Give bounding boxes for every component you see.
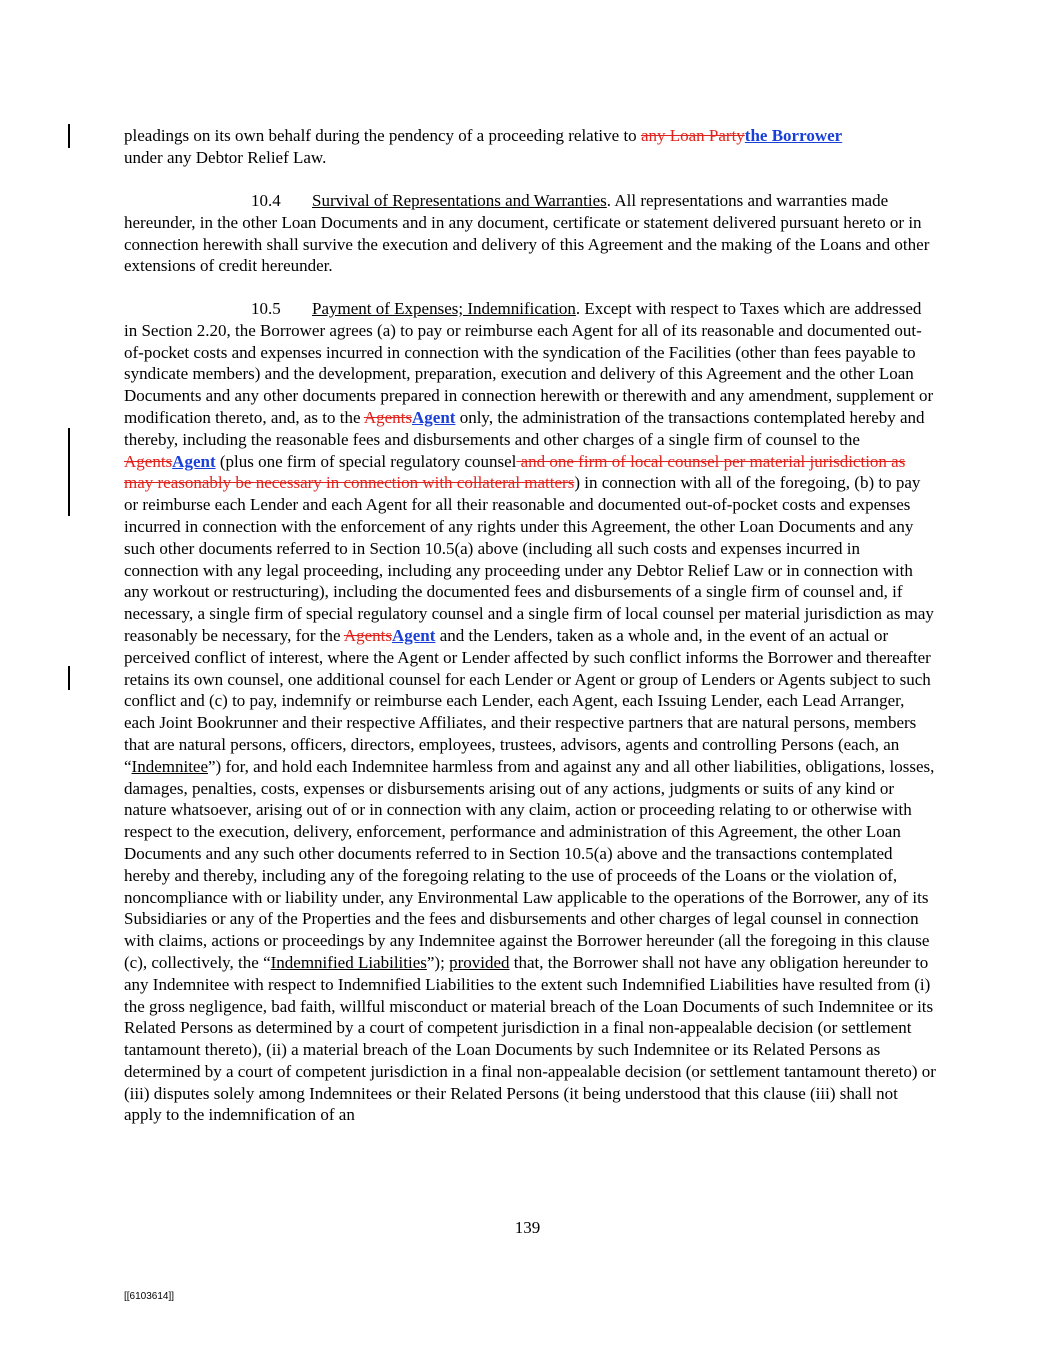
page-number: 139 [514,1218,541,1237]
section-heading: Survival of Representations and Warranties [312,191,607,210]
defined-term-indemnified-liabilities: Indemnified Liabilities [270,952,427,972]
body-text: under any Debtor Relief Law. [124,147,327,167]
inserted-text: the Borrower [744,126,843,145]
defined-term-indemnitee: Indemnitee [131,756,209,776]
section-heading: Payment of Expenses; Indemnification [312,299,576,318]
paragraph-continuation [124,125,936,169]
inserted-text: Agent [412,407,456,427]
section-number: 10.5 [251,299,281,318]
inserted-text: Agent [172,451,216,471]
change-bar [68,428,70,516]
deleted-text: Agents [124,451,173,471]
section-text: (plus one firm of special regulatory counsel [215,451,517,471]
section-number: 10.4 [251,191,281,210]
section-text: only, the administration of the transactions contemplated hereby and thereby, including the reasonable fees and disbursements and other charges of a single firm of counsel to the [124,407,925,449]
body-text: pleadings on its own behalf during the pendency of a proceeding relative to [124,126,641,145]
inserted-text: Agent [391,625,436,645]
section-10-4 [124,190,936,277]
deleted-text: any Loan Party [640,126,745,145]
deleted-text: Agents [343,625,392,645]
section-text: ”) for, and hold each Indemnitee harmless from and against any and all other liabilities, obligations, losses, damages, penalties, costs, expenses or disbursements arising out of any actions, judgments or suits of any kind or nature whatsoever, arising out of or in connection with any claim, action or proceeding relating to or otherwise with respect to the execution, delivery, enforcement, performance and administration of this Agreement, the other Loan Documents and any such other documents referred to in Section 10.5(a) above and the transactions contemplated hereby and thereby, including any of the foregoing relating to the use of proceeds of the Loans or the violation of, noncompliance with or liability under, any Environmental Law applicable to the operations of the Borrower, any of its Subsidiaries or any of the Properties and the fees and disbursements and other charges of legal counsel in connection with claims, actions or proceedings by any Indemnitee against the Borrower hereunder (all the foregoing in this clause (c), collectively, the “ [124,756,935,972]
section-text: and the Lenders, taken as a whole and, in the event of an actual or perceived conflict of interest, where the Agent or Lender affected by such conflict informs the Borrower and thereafter retains its own counsel, one additional counsel for each Lender or Agent or group of Lenders or Agents subject to such conflict and (c) to pay, indemnify or reimburse each Lender, each Agent, each Issuing Lender, each Lead Arranger, each Joint Bookrunner and their respective Affiliates, and their respective partners that are natural persons, members that are natural persons, officers, directors, employees, trustees, advisors, agents and controlling Persons (each, an “ [124,625,931,776]
section-text: . All representations and warranties made hereunder, in the other Loan Documents and in any document, certificate or statement delivered pursuant hereto or in connection herewith shall survive the execution and delivery of this Agreement and the making of the Loans and other extensions of credit hereunder. [124,191,930,276]
change-bar [68,666,70,690]
section-text: that, the Borrower shall not have any obligation hereunder to any Indemnitee with respect to Indemnified Liabilities to the extent such Indemnified Liabilities have resulted from (i) the gross negligence, bad faith, willful misconduct or material breach of the Loan Documents of such Indemnitee or its Related Persons as determined by a court of competent jurisdiction in a final non-appealable decision (or settlement tantamount thereto), (ii) a material breach of the Loan Documents by such Indemnitee or its Related Persons as determined by a court of competent jurisdiction in a final non-appealable decision (or settlement tantamount thereto) or (iii) disputes solely among Indemnitees or their Related Persons (it being understood that this clause (iii) shall not apply to the indemnification of an [124,952,936,1125]
change-bar [68,124,70,148]
section-text: . Except with respect to Taxes which are addressed in Section 2.20, the Borrower agrees (a) to pay or reimburse each Agent for all of its reasonable and documented out-of-pocket costs and expenses incurred in connection with the syndication of the Facilities (other than fees payable to syndicate members) and the development, preparation, execution and delivery of this Agreement and the other Loan Documents and any other documents prepared in connection herewith or therewith and any amendment, supplement or modification thereto, and, as to the [124,299,934,427]
section-text: ) in connection with all of the foregoing, (b) to pay or reimburse each Lender and each Agent for all their reasonable and documented out-of-pocket costs and expenses incurred in connection with the enforcement of any rights under this Agreement, the other Loan Documents and any such other documents referred to in Section 10.5(a) above (including all such costs and expenses incurred in connection with any legal proceeding, including any proceeding under any Debtor Relief Law or in connection with any workout or restructuring), including the documented fees and disbursements of a single firm of counsel and, if necessary, a single firm of special regulatory counsel and a single firm of local counsel per material jurisdiction as may reasonably be necessary, for the [124,473,934,645]
document-id: [[6103614]] [124,1291,175,1302]
section-text: ”); [426,952,450,972]
deleted-text: and one firm of local counsel per material jurisdiction as may reasonably be necessary in connection with collateral matters [124,451,906,493]
term-provided: provided [449,952,510,972]
deleted-text: Agents [363,407,412,427]
section-10-5 [124,298,936,1126]
